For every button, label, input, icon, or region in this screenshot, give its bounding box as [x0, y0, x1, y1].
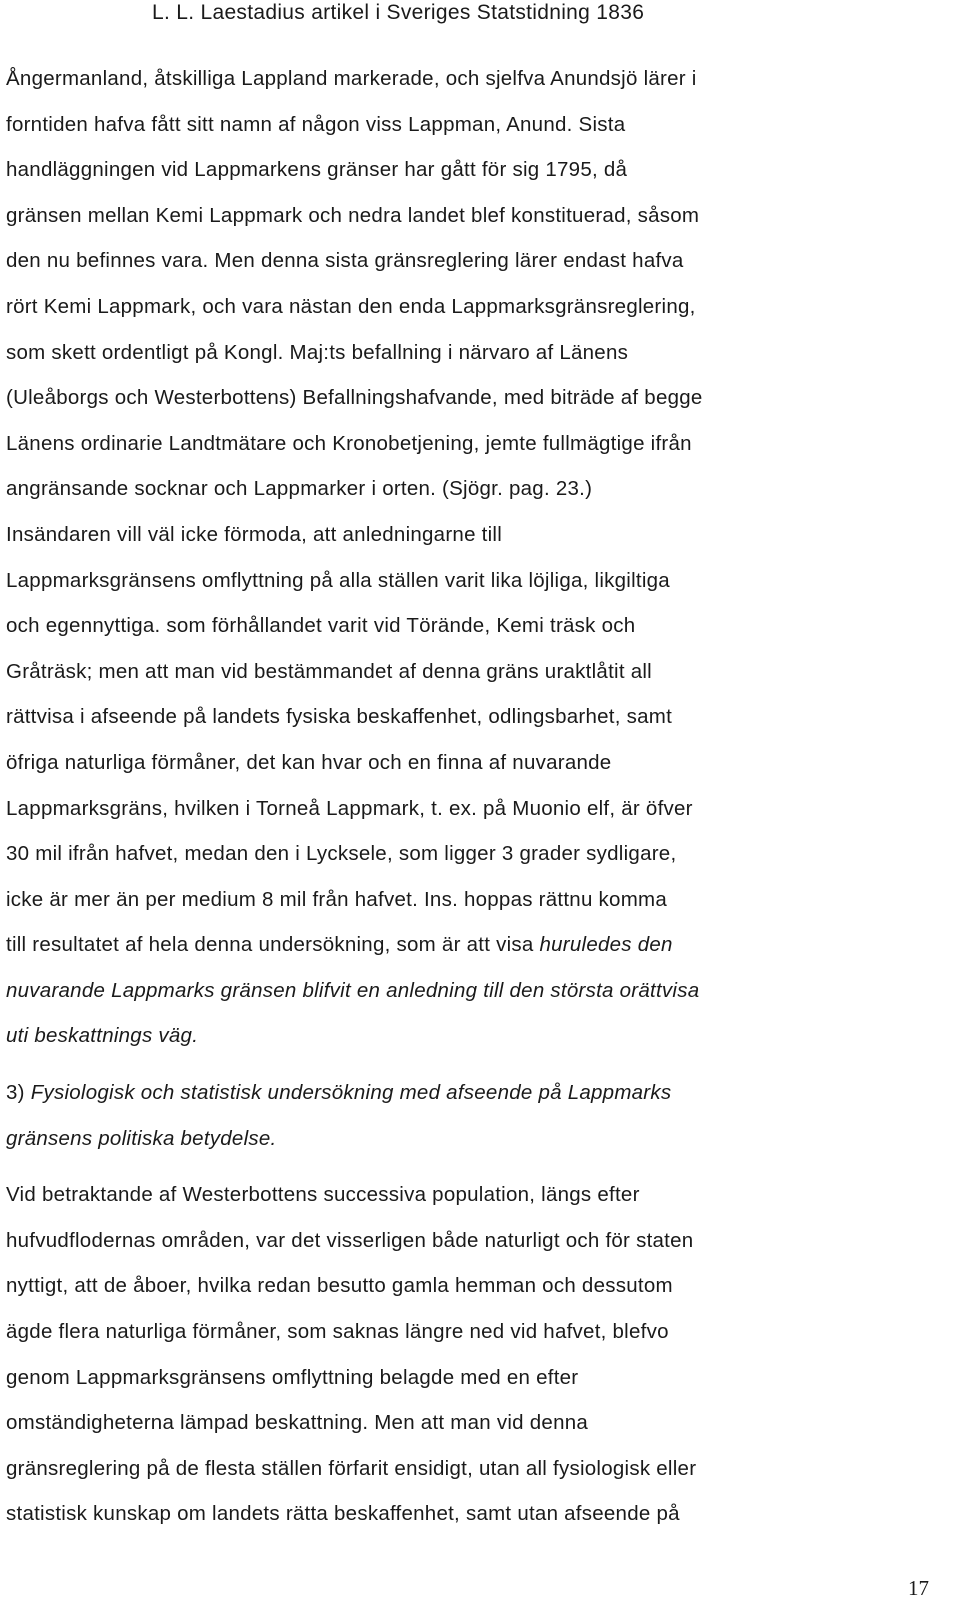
text-line: icke är mer än per medium 8 mil från hafvet. Ins. hoppas rättnu komma: [6, 887, 667, 911]
section-title: gränsens politiska betydelse.: [6, 1126, 277, 1150]
section-heading: [6, 1070, 954, 1161]
text-line: rört Kemi Lappmark, och vara nästan den enda Lappmarksgränsreglering,: [6, 294, 696, 318]
section-title: Fysiologisk och statistisk undersökning med afseende på Lappmarks: [30, 1081, 672, 1105]
text-line: Ångermanland, åtskilliga Lappland markerade, och sjelfva Anundsjö lärer i: [6, 67, 697, 90]
italic-text: huruledes den: [539, 933, 673, 957]
text-line: Vid betraktande af Westerbottens successiva population, längs efter: [6, 1183, 640, 1207]
text-line: statistisk kunskap om landets rätta beskaffenhet, samt utan afseende på: [6, 1502, 680, 1526]
text-line: ägde flera naturliga förmåner, som saknas längre ned vid hafvet, blefvo: [6, 1320, 669, 1344]
text-line: hufvudflodernas områden, var det visserligen både naturligt och för staten: [6, 1228, 694, 1252]
text-line: [6, 1070, 954, 1116]
italic-text: nuvarande Lappmarks gränsen blifvit en anledning till den största orättvisa: [6, 978, 700, 1002]
text-line: [6, 922, 954, 968]
text-line: öfriga naturliga förmåner, det kan hvar och en finna af nuvarande: [6, 750, 612, 774]
page-number: 17: [908, 1576, 929, 1600]
text-line: Länens ordinarie Landtmätare och Kronobetjening, jemte fullmägtige ifrån: [6, 431, 692, 455]
italic-text: uti beskattnings väg.: [6, 1024, 199, 1048]
text-line: 30 mil ifrån hafvet, medan den i Lycksele, som ligger 3 grader sydligare,: [6, 842, 677, 866]
text-segment: till resultatet af hela denna undersökning, som är att visa: [6, 933, 540, 957]
text-line: Lappmarksgräns, hvilken i Torneå Lappmark, t. ex. på Muonio elf, är öfver: [6, 796, 693, 820]
text-line: och egennyttiga. som förhållandet varit vid Törände, Kemi träsk och: [6, 614, 636, 638]
text-line: forntiden hafva fått sitt namn af någon viss Lappman, Anund. Sista: [6, 112, 626, 136]
text-line: (Uleåborgs och Westerbottens) Befallningshafvande, med biträde af begge: [6, 386, 703, 410]
paragraph-1: [6, 56, 954, 1059]
text-line: Insändaren vill väl icke förmoda, att anledningarne till: [6, 522, 503, 546]
text-line: nyttigt, att de åboer, hvilka redan besutto gamla hemman och dessutom: [6, 1274, 673, 1298]
paragraph-2: [6, 1172, 954, 1537]
text-line: [6, 1013, 954, 1059]
text-line: den nu befinnes vara. Men denna sista gränsreglering lärer endast hafva: [6, 249, 684, 273]
text-line: genom Lappmarksgränsens omflyttning belagde med en efter: [6, 1365, 579, 1389]
text-line: angränsande socknar och Lappmarker i orten. (Sjögr. pag. 23.): [6, 477, 593, 501]
text-line: gränsreglering på de flesta ställen förfarit ensidigt, utan all fysiologisk eller: [6, 1456, 697, 1480]
text-line: som skett ordentligt på Kongl. Maj:ts befallning i närvaro af Länens: [6, 340, 629, 364]
section-number: 3): [6, 1081, 31, 1105]
text-line: omständigheterna lämpad beskattning. Men att man vid denna: [6, 1411, 589, 1435]
text-line: Gråträsk; men att man vid bestämmandet af denna gräns uraktlåtit all: [6, 659, 652, 683]
text-line: [6, 968, 954, 1014]
text-line: Lappmarksgränsens omflyttning på alla ställen varit lika löjliga, likgiltiga: [6, 568, 670, 592]
page-header: L. L. Laestadius artikel i Sveriges Statstidning 1836: [152, 1, 645, 24]
text-line: [6, 1116, 954, 1162]
text-line: gränsen mellan Kemi Lappmark och nedra landet blef konstituerad, såsom: [6, 203, 700, 227]
text-line: handläggningen vid Lappmarkens gränser har gått för sig 1795, då: [6, 158, 628, 182]
document-body: [6, 56, 954, 1537]
text-line: rättvisa i afseende på landets fysiska beskaffenhet, odlingsbarhet, samt: [6, 705, 673, 729]
